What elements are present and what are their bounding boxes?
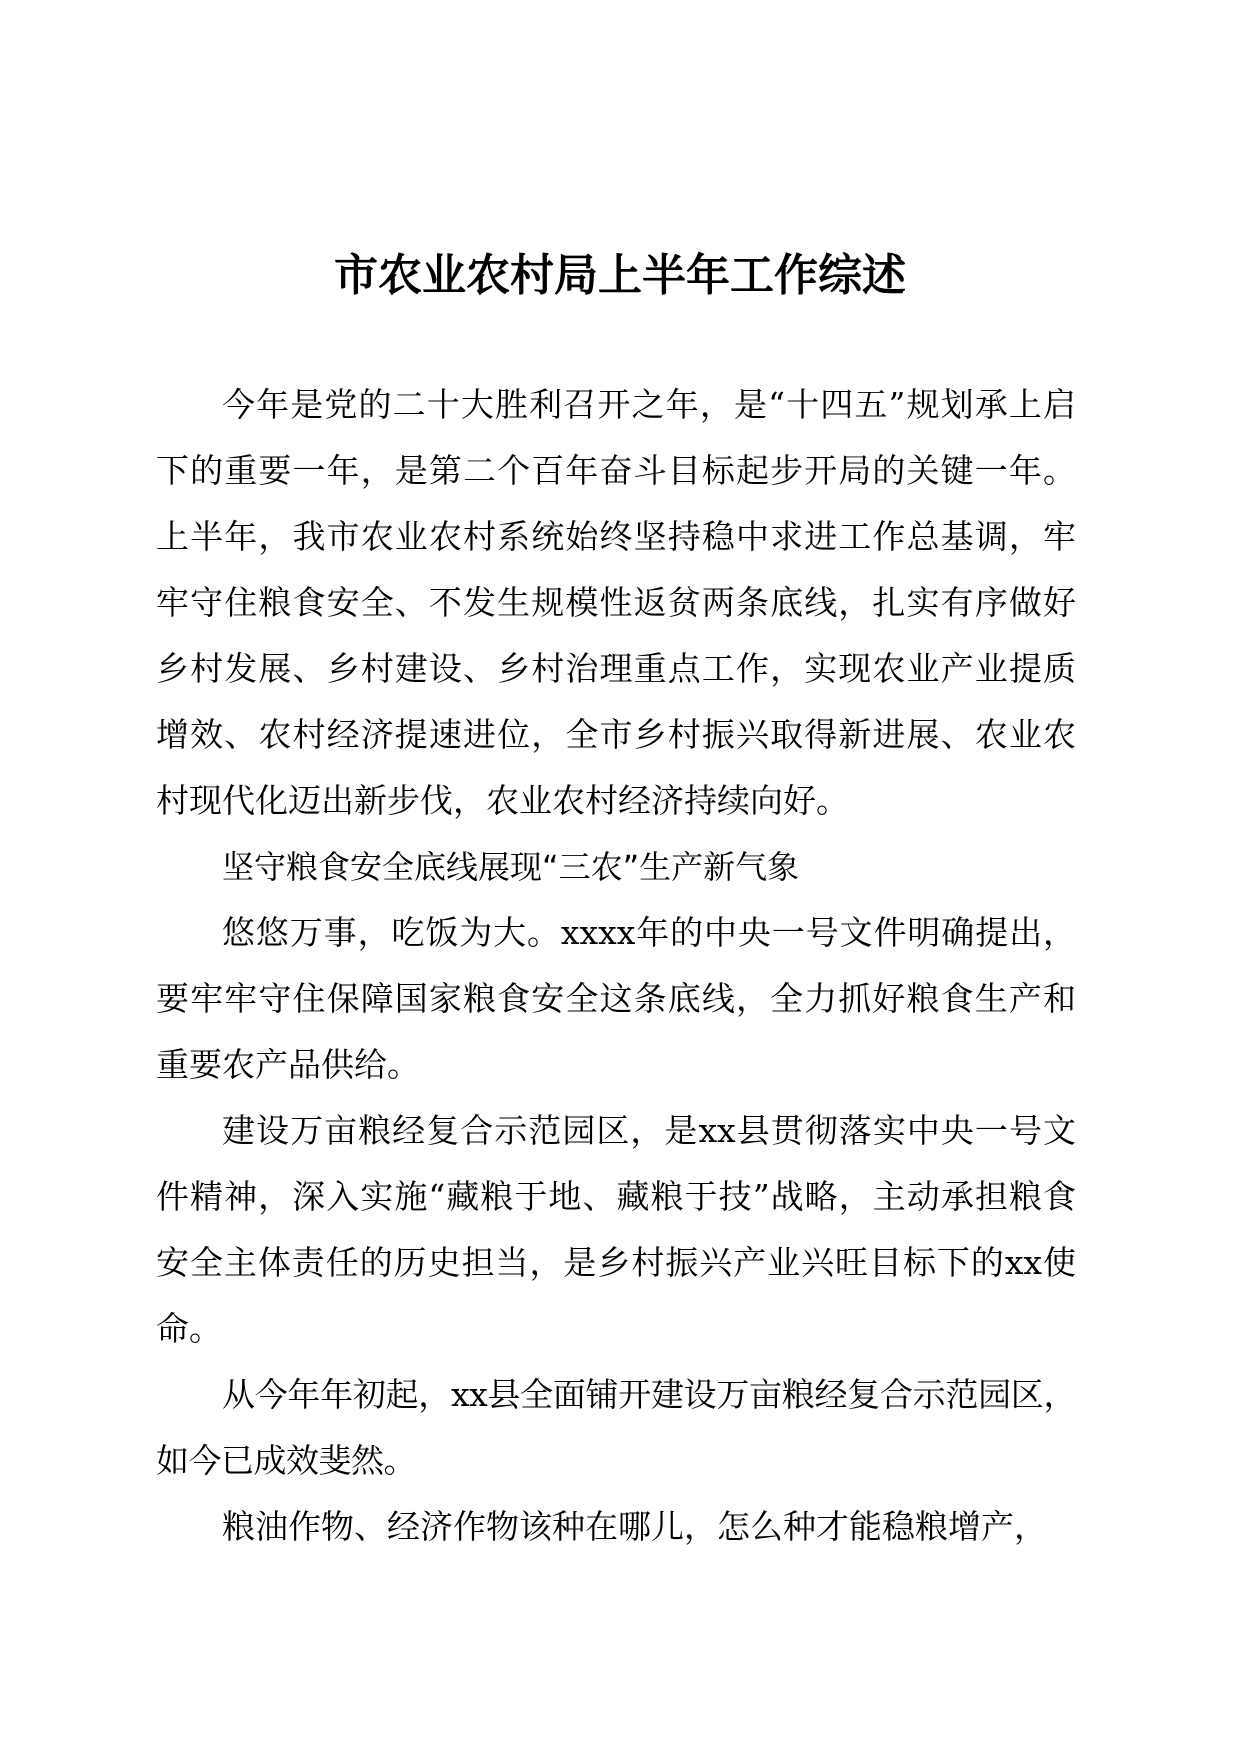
document-title: 市农业农村局上半年工作综述	[334, 250, 906, 301]
section-heading-grain-security: 坚守粮食安全底线展现“三农”生产新气象	[222, 848, 800, 886]
paragraph-demonstration-park: 建设万亩粮经复合示范园区，是xx县贯彻落实中央一号文件精神，深入实施“藏粮于地、藏粮于技”战略，主动承担粮食安全主体责任的历史担当，是乡村振兴产业兴旺目标下的xx使命。	[156, 1111, 1076, 1348]
paragraph-intro: 今年是党的二十大胜利召开之年，是“十四五”规划承上启下的重要一年，是第二个百年奋斗目标起步开局的关键一年。上半年，我市农业农村系统始终坚持稳中求进工作总基调，牢牢守住粮食安全、不发生规模性返贫两条底线，扎实有序做好乡村发展、乡村建设、乡村治理重点工作，实现农业产业提质增效、农村经济提速进位，全市乡村振兴取得新进展、农业农村现代化迈出新步伐，农业农村经济持续向好。	[156, 385, 1076, 820]
paragraph-food-priority: 悠悠万事，吃饭为大。xxxx年的中央一号文件明确提出，要牢牢守住保障国家粮食安全这条底线，全力抓好粮食生产和重要农产品供给。	[156, 913, 1076, 1084]
document-body	[156, 372, 1076, 1560]
paragraph-construction-progress: 从今年年初起，xx县全面铺开建设万亩粮经复合示范园区，如今已成效斐然。	[156, 1375, 1076, 1480]
paragraph-crop-planning: 粮油作物、经济作物该种在哪儿，怎么种才能稳粮增产，	[222, 1507, 1047, 1546]
